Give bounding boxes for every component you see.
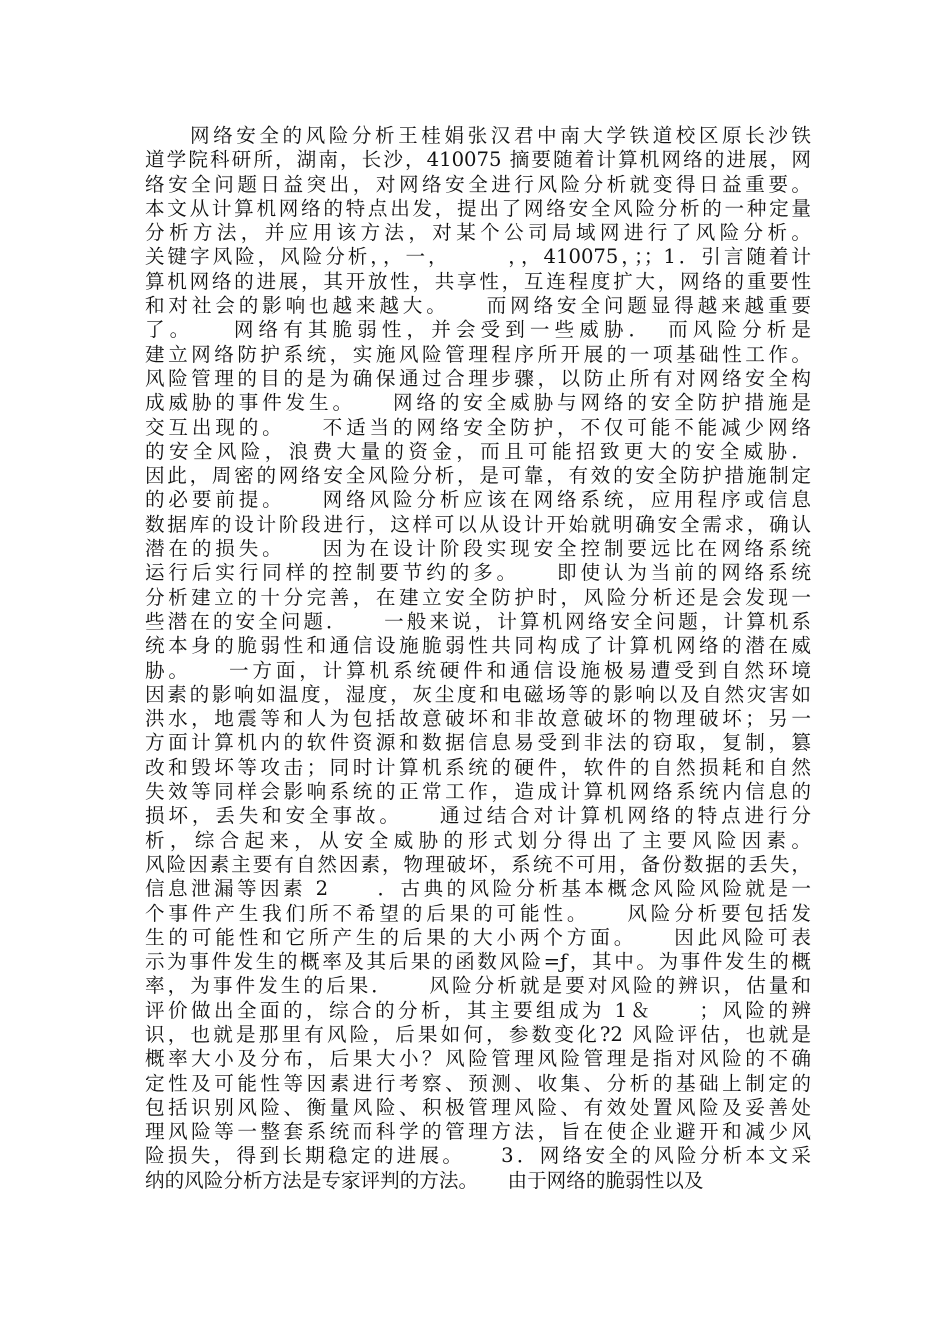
text-line: 胁。 一方面，计算机系统硬件和通信设施极易遭受到自然环境 <box>145 658 811 682</box>
text-line: 数据库的设计阶段进行，这样可以从设计开始就明确安全需求，确认 <box>145 512 811 536</box>
text-line: 评价做出全面的，综合的分析，其主要组成为 1＆ ；风险的辨 <box>145 998 811 1022</box>
text-line: 失效等同样会影响系统的正常工作，造成计算机网络系统内信息的 <box>145 780 811 804</box>
text-line: 交互出现的。 不适当的网络安全防护，不仅可能不能减少网络 <box>145 415 811 439</box>
text-line: 示为事件发生的概率及其后果的函数风险=ƒ，其中。为事件发生的概 <box>145 950 811 974</box>
text-line: 本文从计算机网络的特点出发，提出了网络安全风险分析的一种定量 <box>145 196 811 220</box>
text-line: 险损失，得到长期稳定的进展。 3．网络安全的风险分析本文采 <box>145 1144 811 1168</box>
text-line: 个事件产生我们所不希望的后果的可能性。 风险分析要包括发 <box>145 901 811 925</box>
text-line: 分析建立的十分完善，在建立安全防护时，风险分析还是会发现一 <box>145 585 811 609</box>
text-line: 风险管理的目的是为确保通过合理步骤，以防止所有对网络安全构 <box>145 366 811 390</box>
text-line: 理风险等一整套系统而科学的管理方法，旨在使企业避开和减少风 <box>145 1120 811 1144</box>
text-line: 洪水，地震等和人为包括故意破坏和非故意破坏的物理破坏；另一 <box>145 707 811 731</box>
text-line: 潜在的损失。 因为在设计阶段实现安全控制要远比在网络系统 <box>145 537 811 561</box>
text-line: 运行后实行同样的控制要节约的多。 即使认为当前的网络系统 <box>145 561 811 585</box>
text-line: 的必要前提。 网络风险分析应该在网络系统，应用程序或信息 <box>145 488 811 512</box>
text-line: 概率大小及分布，后果大小？风险管理风险管理是指对风险的不确 <box>145 1047 811 1071</box>
text-line: 关键字风险，风险分析，，一， ，，410075，；；1．引言随着计 <box>145 245 811 269</box>
article-body <box>145 124 811 1193</box>
text-line: 定性及可能性等因素进行考察、预测、收集、分析的基础上制定的 <box>145 1071 811 1095</box>
text-line: 因素的影响如温度，湿度，灰尘度和电磁场等的影响以及自然灾害如 <box>145 682 811 706</box>
text-line: 纳的风险分析方法是专家评判的方法。 由于网络的脆弱性以及 <box>145 1168 704 1192</box>
text-line: 络安全问题日益突出，对网络安全进行风险分析就变得日益重要。 <box>145 172 811 196</box>
text-line: 识，也就是那里有风险，后果如何，参数变化?2 风险评估，也就是 <box>145 1022 811 1046</box>
text-line: 统本身的脆弱性和通信设施脆弱性共同构成了计算机网络的潜在威 <box>145 634 811 658</box>
text-line: 算机网络的进展，其开放性，共享性，互连程度扩大，网络的重要性 <box>145 269 811 293</box>
text-line: 风险因素主要有自然因素，物理破坏，系统不可用，备份数据的丢失， <box>145 852 811 876</box>
text-line: 些潜在的安全问题． 一般来说，计算机网络安全问题，计算机系 <box>145 609 811 633</box>
text-line: 信息泄漏等因素 2 ．古典的风险分析基本概念风险风险就是一 <box>145 877 811 901</box>
text-line: 因此，周密的网络安全风险分析，是可靠，有效的安全防护措施制定 <box>145 464 811 488</box>
text-line: 生的可能性和它所产生的后果的大小两个方面。 因此风险可表 <box>145 925 811 949</box>
text-line: 道学院科研所，湖南，长沙，410075 摘要随着计算机网络的进展，网 <box>145 148 811 172</box>
text-line: 了。 网络有其脆弱性，并会受到一些威胁． 而风险分析是 <box>145 318 811 342</box>
text-line: 方面计算机内的软件资源和数据信息易受到非法的窃取，复制，篡 <box>145 731 811 755</box>
text-line: 析，综合起来，从安全威胁的形式划分得出了主要风险因素。 <box>145 828 811 852</box>
text-line: 和对社会的影响也越来越大。 而网络安全问题显得越来越重要 <box>145 294 811 318</box>
text-line: 成威胁的事件发生。 网络的安全威胁与网络的安全防护措施是 <box>145 391 811 415</box>
text-line: 网络安全的风险分析王桂娟张汉君中南大学铁道校区原长沙铁 <box>190 124 811 147</box>
text-line: 建立网络防护系统，实施风险管理程序所开展的一项基础性工作。 <box>145 342 811 366</box>
text-line: 包括识别风险、衡量风险、积极管理风险、有效处置风险及妥善处 <box>145 1095 811 1119</box>
text-line: 损坏，丢失和安全事故。 通过结合对计算机网络的特点进行分 <box>145 804 811 828</box>
text-line: 的安全风险，浪费大量的资金，而且可能招致更大的安全威胁． <box>145 439 811 463</box>
text-line: 分析方法，并应用该方法，对某个公司局域网进行了风险分析。 <box>145 221 811 245</box>
text-line: 改和毁坏等攻击；同时计算机系统的硬件，软件的自然损耗和自然 <box>145 755 811 779</box>
text-line: 率，为事件发生的后果． 风险分析就是要对风险的辨识，估量和 <box>145 974 811 998</box>
